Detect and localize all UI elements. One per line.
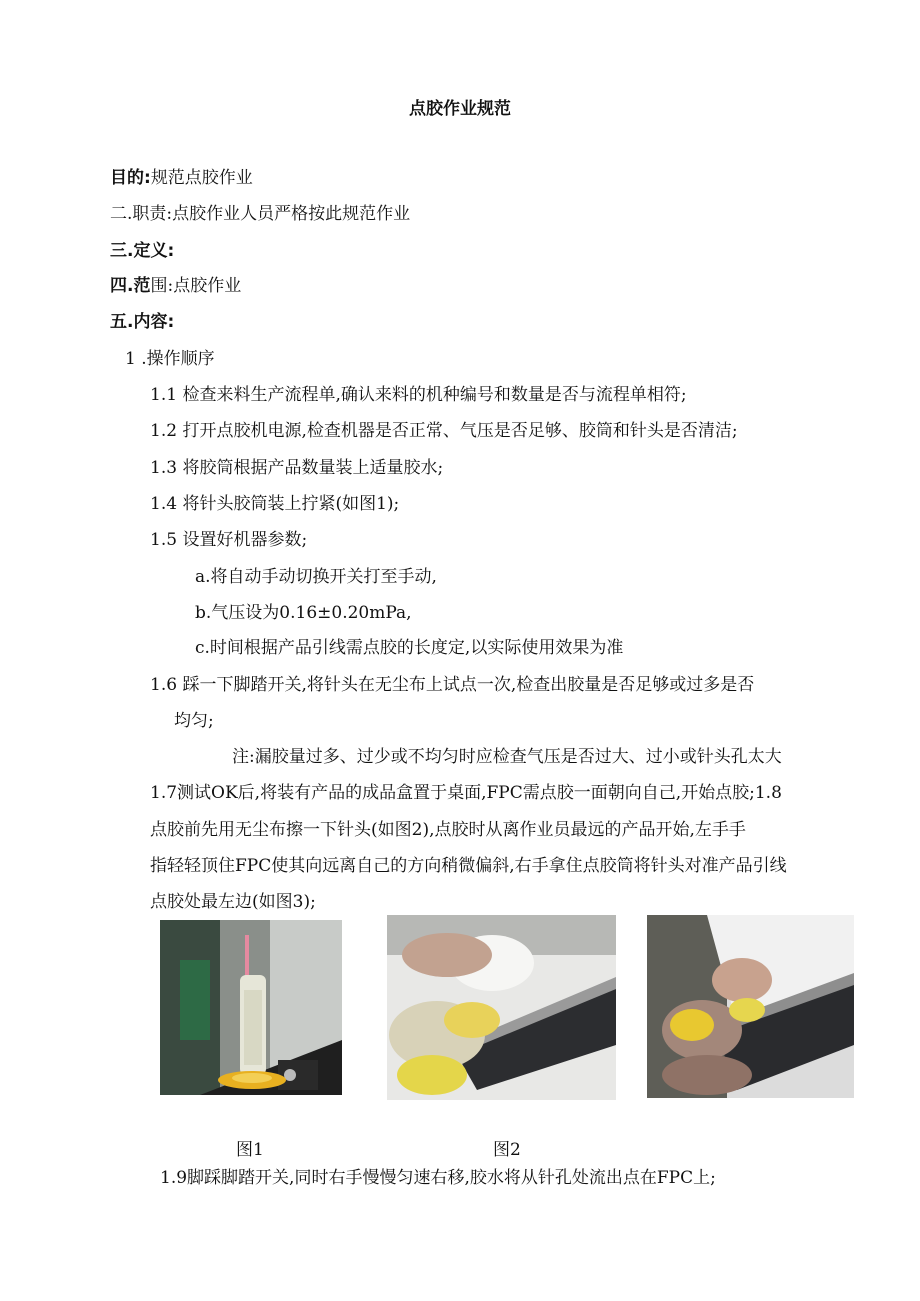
figure-1-caption: 图1 [236, 1140, 264, 1160]
photo-wipe-needle [387, 915, 616, 1110]
step-1-5-a: a.将自动手动切换开关打至手动, [195, 567, 437, 587]
step-1-5-b: b.气压设为0.16±0.20mPa, [195, 603, 412, 623]
step-1-5-c: c.时间根据产品引线需点胶的长度定,以实际使用效果为准 [195, 638, 624, 658]
scope-line [110, 274, 241, 298]
paragraph-line-3: 指轻轻顶住FPC使其向远离自己的方向稍微偏斜,右手拿住点胶筒将针头对准产品引线 [150, 856, 787, 876]
scope-label: 四.范 [110, 276, 151, 296]
step-1-2: 1.2 打开点胶机电源,检查机器是否正常、气压是否足够、胶筒和针头是否清洁; [150, 421, 738, 441]
purpose-text: 规范点胶作业 [150, 168, 253, 188]
step-heading: 1 .操作顺序 [125, 349, 215, 369]
step-1-3: 1.3 将胶筒根据产品数量装上适量胶水; [150, 458, 444, 478]
paragraph-line-2: 点胶前先用无尘布擦一下针头(如图2),点胶时从离作业员最远的产品开始,左手手 [150, 820, 746, 840]
step-1-6-line1: 1.6 踩一下脚踏开关,将针头在无尘布上试点一次,检查出胶量是否足够或过多是否 [150, 675, 755, 695]
step-1-5: 1.5 设置好机器参数; [150, 530, 308, 550]
note-line: 注:漏胶量过多、过少或不均匀时应检查气压是否过大、过小或针头孔太大 [232, 747, 782, 767]
content-line: 五.内容: [110, 312, 175, 332]
photo-glue-syringe [160, 920, 342, 1095]
paragraph-line-1: 1.7测试OK后,将装有产品的成品盒置于桌面,FPC需点胶一面朝向自己,开始点胶;1.8 [150, 783, 782, 803]
scope-text: 围:点胶作业 [150, 276, 242, 296]
step-1-1: 1.1 检查来料生产流程单,确认来料的机种编号和数量是否与流程单相符; [150, 385, 687, 405]
purpose-label: 目的: [110, 168, 151, 188]
purpose-line [110, 166, 253, 190]
step-1-4: 1.4 将针头胶筒装上拧紧(如图1); [150, 494, 400, 514]
step-1-6-line2: 均匀; [174, 711, 214, 731]
duty-line: 二.职责:点胶作业人员严格按此规范作业 [110, 204, 411, 224]
definition-line: 三.定义: [110, 241, 175, 261]
figure-2-caption: 图2 [493, 1140, 521, 1160]
page-title: 点胶作业规范 [409, 99, 511, 119]
paragraph-line-4: 点胶处最左边(如图3); [150, 892, 316, 912]
step-1-9: 1.9脚踩脚踏开关,同时右手慢慢匀速右移,胶水将从针孔处流出点在FPC上; [160, 1168, 716, 1188]
photo-dispensing [647, 915, 854, 1098]
